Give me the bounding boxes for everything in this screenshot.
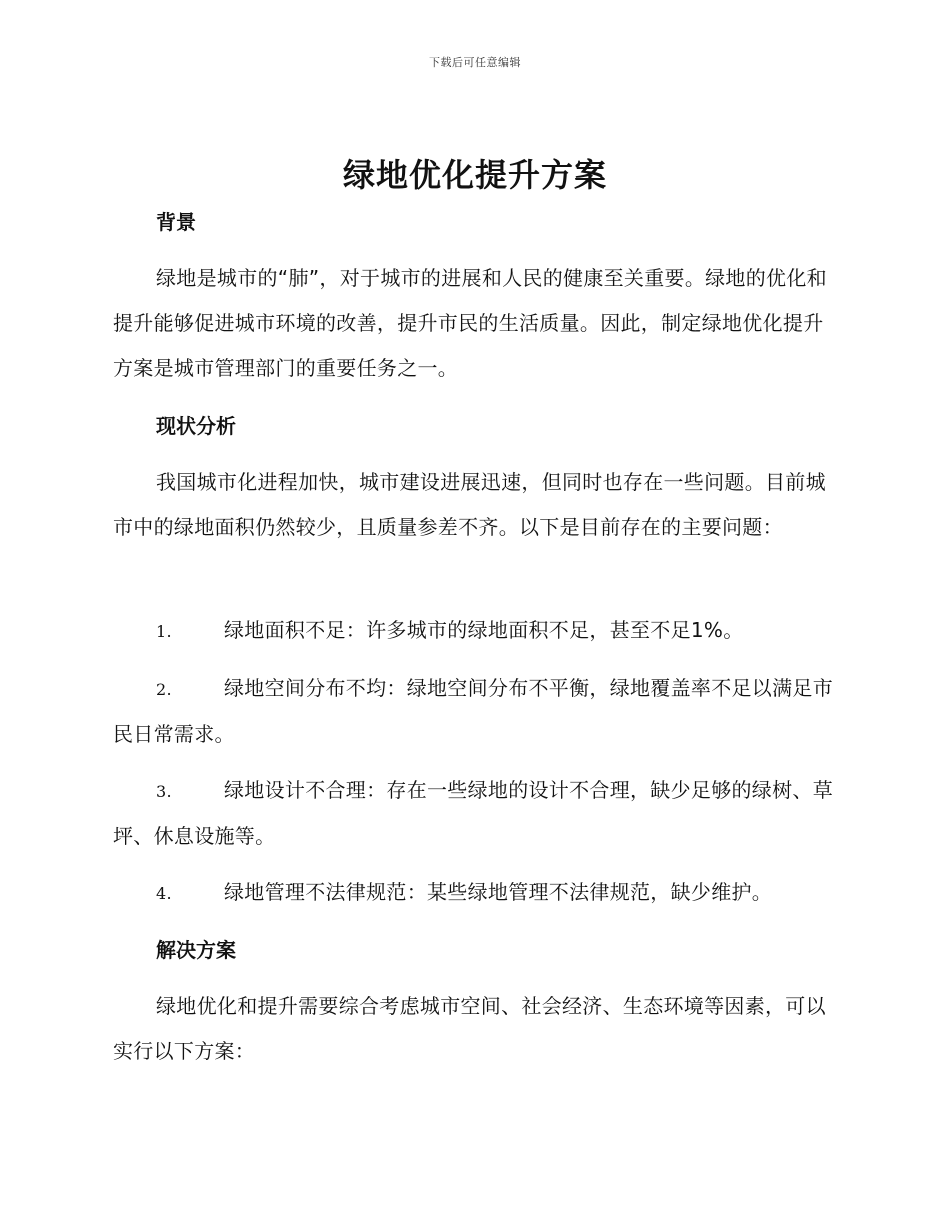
section-heading-status-analysis: 现状分析	[156, 414, 236, 438]
list-item-marker: 4.	[156, 884, 172, 903]
page-header-note: 下载后可任意编辑	[429, 56, 521, 69]
paragraph-solution: 绿地优化和提升需要综合考虑城市空间、社会经济、生态环境等因素，可以实行以下方案：	[113, 994, 826, 1063]
section-heading-background: 背景	[156, 210, 196, 234]
list-item-text: 绿地空间分布不均：绿地空间分布不平衡，绿地覆盖率不足以满足市民日常需求。	[113, 676, 833, 746]
list-item-marker: 2.	[156, 680, 172, 699]
list-item-text: 绿地面积不足：许多城市的绿地面积不足，甚至不足1%。	[224, 618, 744, 642]
list-item	[113, 608, 837, 654]
list-item-text: 绿地设计不合理：存在一些绿地的设计不合理，缺少足够的绿树、草坪、休息设施等。	[113, 778, 833, 848]
section-heading-solution: 解决方案	[156, 938, 236, 962]
list-item-marker: 3.	[156, 782, 172, 801]
document-title: 绿地优化提升方案	[342, 156, 607, 194]
paragraph-status-analysis: 我国城市化进程加快，城市建设进展迅速，但同时也存在一些问题。目前城市中的绿地面积仍然较少，且质量参差不齐。以下是目前存在的主要问题：	[113, 470, 826, 539]
list-item	[113, 666, 837, 757]
paragraph-background: 绿地是城市的“肺”，对于城市的进展和人民的健康至关重要。绿地的优化和提升能够促进城市环境的改善，提升市民的生活质量。因此，制定绿地优化提升方案是城市管理部门的重要任务之一。	[113, 266, 827, 380]
list-item-marker: 1.	[156, 622, 172, 641]
list-item	[113, 870, 837, 916]
list-item-text: 绿地管理不法律规范：某些绿地管理不法律规范，缺少维护。	[224, 880, 773, 904]
list-item	[113, 768, 837, 859]
